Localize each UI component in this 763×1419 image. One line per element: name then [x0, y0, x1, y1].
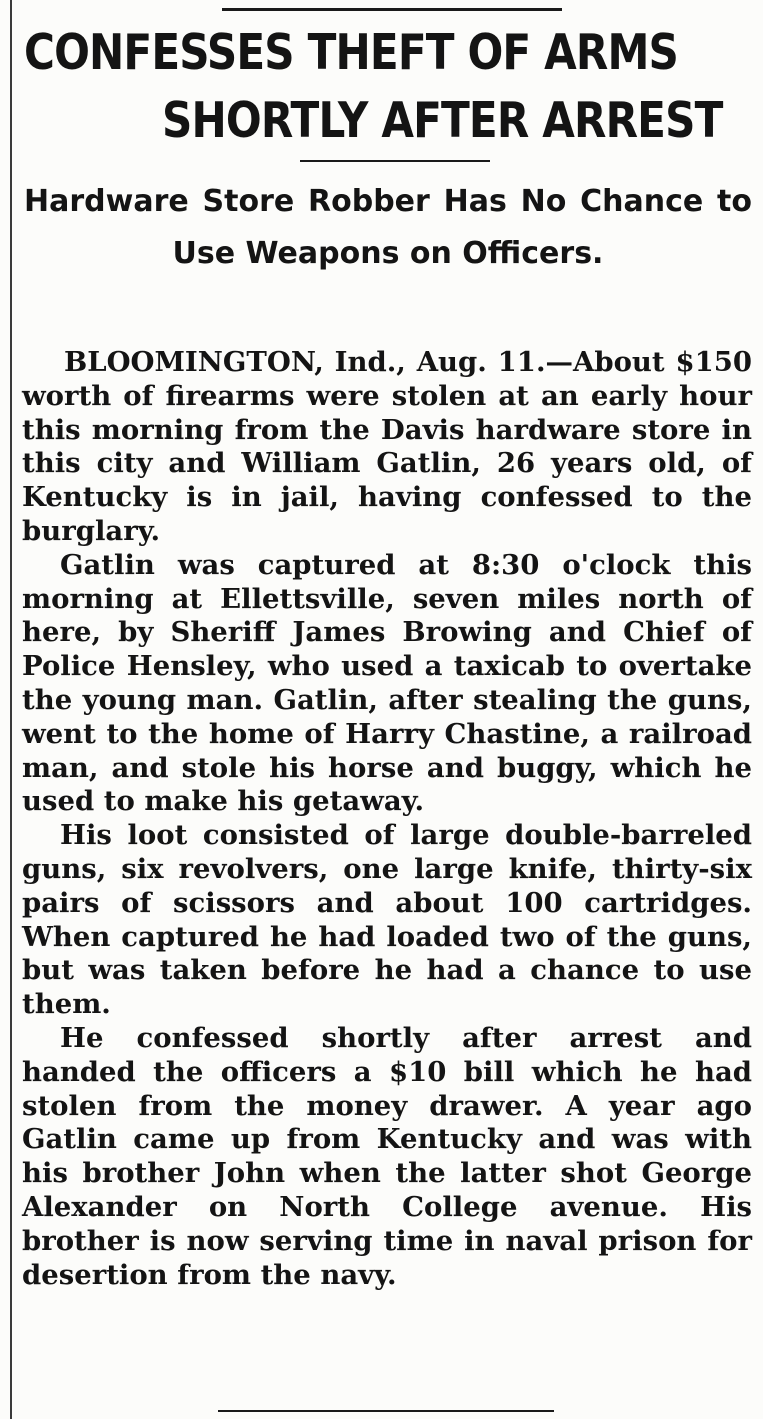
headline-divider: [300, 160, 490, 162]
paragraph-capture: Gatlin was captured at 8:30 o'clock this morning at Ellettsville, seven miles north of here, by Sheriff James Browing and Chief of Police Hensley, who used a taxicab to overtake the young man. Gatlin, after stealing the guns, went to the home of Harry Chastine, a railroad man, and stole his horse and buggy, which he used to make his getaway.: [22, 548, 752, 818]
paragraph-dateline: BLOOMINGTON, Ind., Aug. 11.—About $150 worth of firearms were stolen at an early hour this morning from the Davis hardware store in this city and William Gatlin, 26 years old, of Kentucky is in jail, having confessed to the burglary.: [22, 346, 752, 547]
headline-line-1: CONFESSES THEFT OF ARMS: [24, 24, 679, 81]
headline-line-2: SHORTLY AFTER ARREST: [162, 92, 723, 149]
paragraph-confession: He confessed shortly after arrest and handed the officers a $10 bill which he had stolen from the money drawer. A year ago Gatlin came up from Kentucky and was with his brother John when the latter shot George Alexander on North College avenue. His brother is now serving time in naval prison for desertion from the navy.: [22, 1021, 752, 1291]
top-rule: [222, 8, 562, 11]
article-body: [22, 346, 752, 1292]
paragraph-loot: His loot consisted of large double-barreled guns, six revolvers, one large knife, thirty-six pairs of scissors and about 100 cartridges. When captured he had loaded two of the guns, but was taken before he had a chance to use them.: [22, 819, 752, 1021]
subheadline: Hardware Store Robber Has No Chance to Use Weapons on Officers.: [24, 184, 752, 271]
bottom-rule: [218, 1410, 554, 1412]
column-rule-left: [10, 0, 12, 1419]
